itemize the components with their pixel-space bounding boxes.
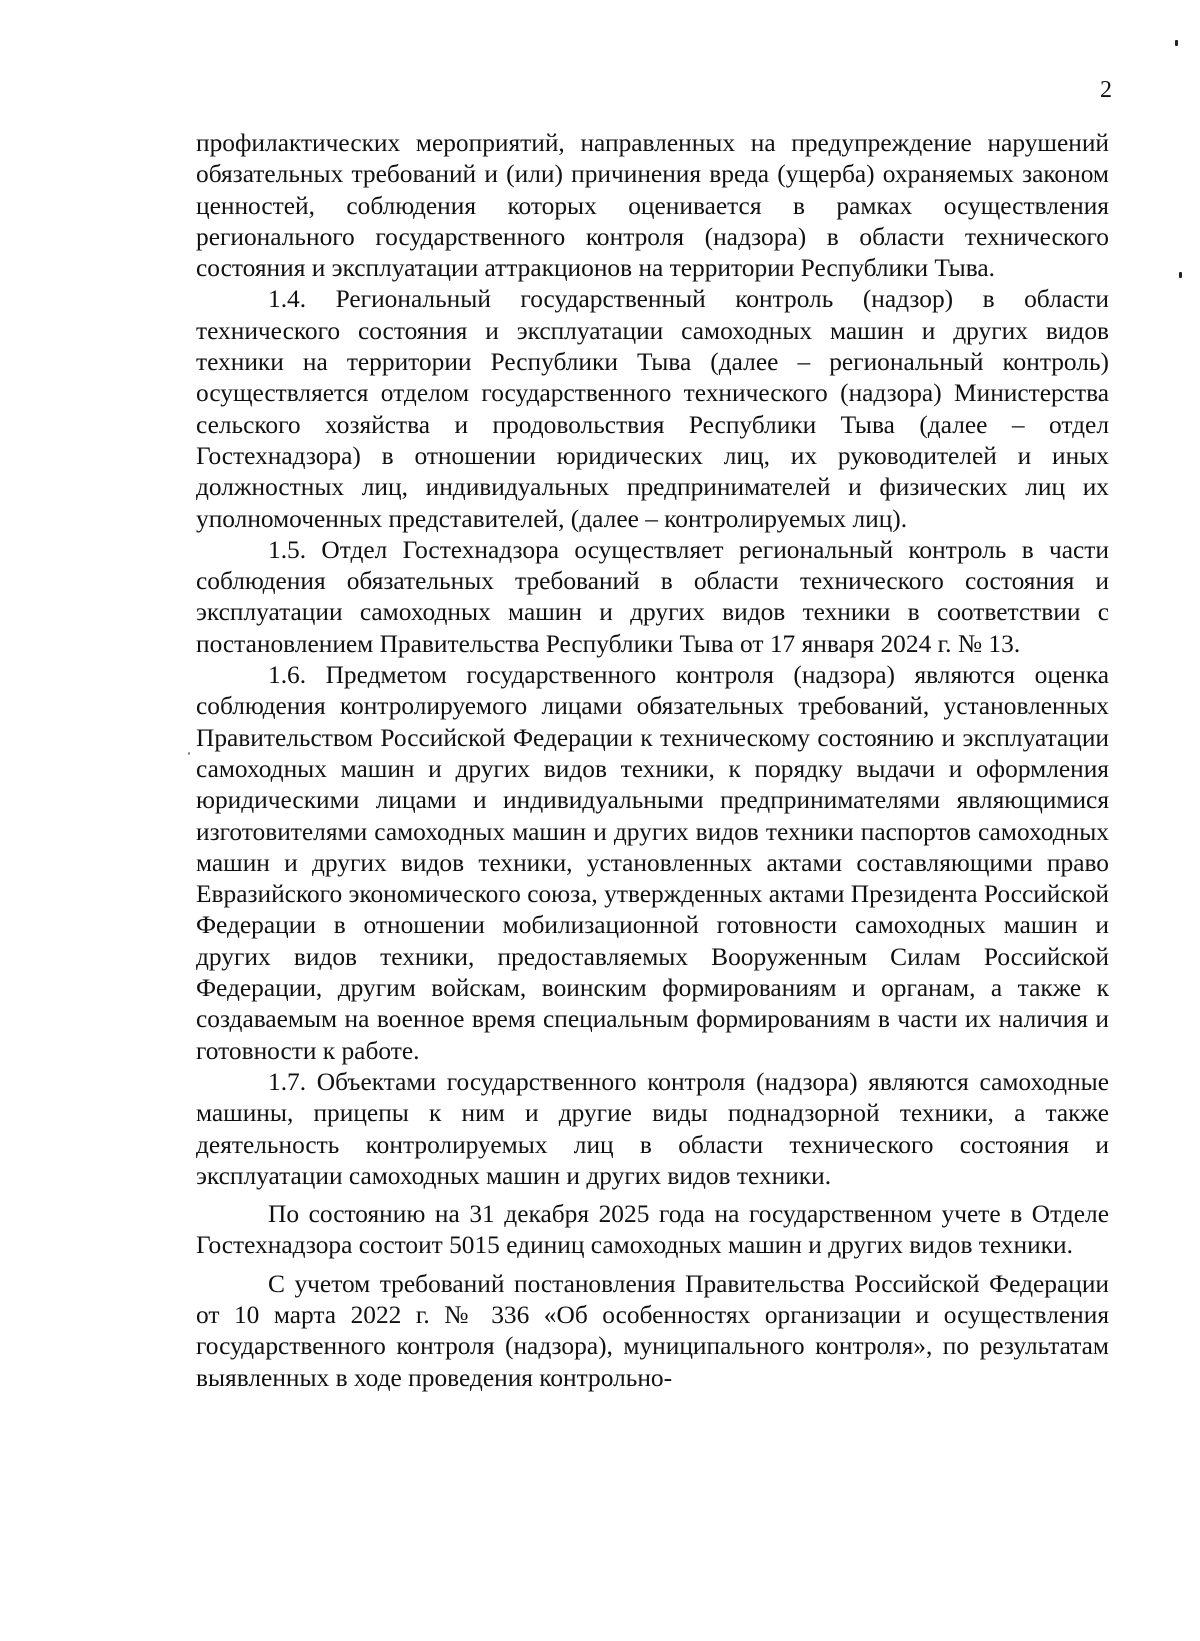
paragraph-continuation: профилактических мероприятий, направленных на предупреждение нарушений обязательных требований и (или) причинения вреда (ущерба) охраняемых законом ценностей, соблюдения которых оценивается в рамках осуществления регионального государственного контроля (надзора) в области технического состояния и эксплуатации аттракционов на территории Республики Тыва. bbox=[196, 129, 1109, 283]
paragraph-requirements: С учетом требований постановления Правительства Российской Федерации от 10 марта 2022 г. № 336 «Об особенностях организации и осуществления государственного контроля (надзора), муниципального контроля», по результатам выявленных в ходе проведения контрольно- bbox=[196, 1269, 1109, 1392]
scan-speck bbox=[1175, 40, 1178, 46]
page-number: 2 bbox=[1100, 77, 1112, 103]
document-body bbox=[196, 128, 1109, 1394]
scan-speck bbox=[188, 752, 190, 755]
paragraph-item-1-5: 1.5. Отдел Гостехнадзора осуществляет региональный контроль в части соблюдения обязательных требований в области технического состояния и эксплуатации самоходных машин и других видов техники в соответствии с постановлением Правительства Республики Тыва от 17 января 2024 г. № 13. bbox=[196, 535, 1109, 658]
paragraph-item-1-4: 1.4. Региональный государственный контроль (надзор) в области технического состояния и эксплуатации самоходных машин и других видов техники на территории Республики Тыва (далее – региональный контроль) осуществляется отделом государственного технического (надзора) Министерства сельского хозяйства и продовольствия Республики Тыва (далее – отдел Гостехнадзора) в отношении юридических лиц, их руководителей и иных должностных лиц, индивидуальных предпринимателей и физических лиц их уполномоченных представителей, (далее – контролируемых лиц). bbox=[196, 285, 1109, 533]
paragraph-registry-status: По состоянию на 31 декабря 2025 года на государственном учете в Отделе Гостехнадзора состоит 5015 единиц самоходных машин и других видов техники. bbox=[196, 1200, 1109, 1260]
scan-speck bbox=[1179, 272, 1182, 278]
paragraph-item-1-7: 1.7. Объектами государственного контроля (надзора) являются самоходные машины, прицепы к ним и другие виды поднадзорной техники, а также деятельность контролируемых лиц в области технического состояния и эксплуатации самоходных машин и других видов техники. bbox=[196, 1067, 1109, 1190]
paragraph-item-1-6: 1.6. Предметом государственного контроля (надзора) являются оценка соблюдения контролируемого лицами обязательных требований, установленных Правительством Российской Федерации к техническому состоянию и эксплуатации самоходных машин и других видов техники, к порядку выдачи и оформления юридическими лицами и индивидуальными предпринимателями являющимися изготовителями самоходных машин и других видов техники паспортов самоходных машин и других видов техники, установленных актами составляющими право Евразийского экономического союза, утвержденных актами Президента Российской Федерации в отношении мобилизационной готовности самоходных машин и других видов техники, предоставляемых Вооруженным Силам Российской Федерации, другим войскам, воинским формированиям и органам, а также к создаваемым на военное время специальным формированиям в части их наличия и готовности к работе. bbox=[196, 661, 1109, 1065]
